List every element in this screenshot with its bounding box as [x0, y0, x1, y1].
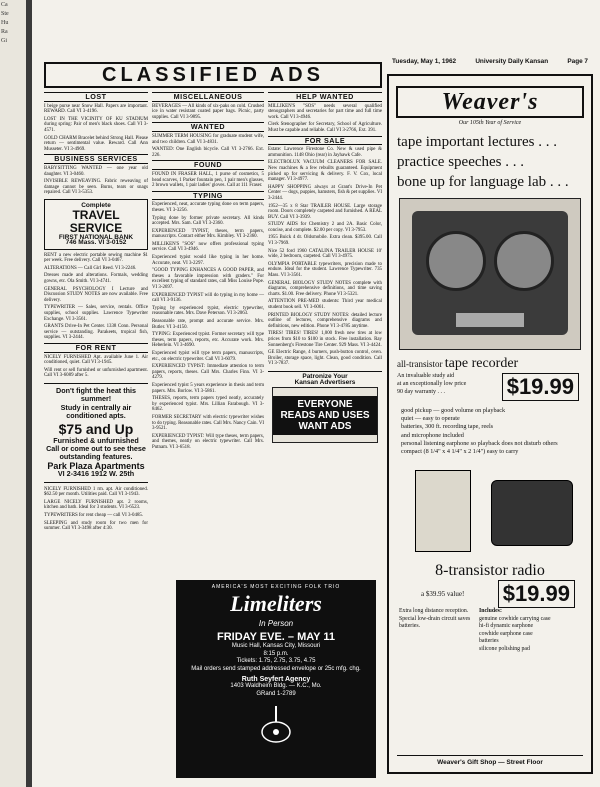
ad: "GOOD TYPING ENHANCES A GOOD PAPER, and theses a favorable impression with graders." For excellent typing of standard rates, call Miss Louise Pope. VI 3-2697.: [152, 268, 264, 291]
limeliters-name: Limeliters: [230, 591, 322, 616]
ad: STUDY AIDS for Chemistry 2 and 2A. Basic Color, concise, and complete. $2.00 per copy. VI 3-7953.: [268, 222, 382, 233]
section-for-sale: FOR SALE: [268, 136, 382, 146]
classified-column-2: [152, 90, 264, 452]
ad: INVISIBLE REWEAVING. Fabric reweaving of damage cannot be seen. Burns, tears or snags repaired. Call VI 3-5353.: [44, 179, 148, 196]
ad: Experienced, neat, accurate typing done on term papers, theses. VI 3-3256.: [152, 202, 264, 213]
feature: batteries, 300 ft. recording tape, reels: [401, 423, 494, 431]
prev-page-line: Ca: [1, 2, 8, 8]
prev-page-line: Ra: [1, 29, 8, 35]
feature: personal listening earphone so playback does not disturb others: [401, 439, 558, 447]
include-item: hi-fi dynamic earphone: [479, 623, 534, 630]
patronize-advertisers-box: [268, 371, 382, 443]
park-l2: Study in centrally air conditioned apts.: [60, 402, 132, 421]
ad: WANTED: One English bicycle. Call VI 3-2766. Ext. 226.: [152, 147, 264, 158]
limeliters-tagline: AMERICA'S MOST EXCITING FOLK TRIO: [211, 584, 341, 590]
travel-l4: 746 Mass. VI 3-0152: [65, 239, 127, 247]
ad: GENERAL BIOLOGY STUDY NOTES complete with diagrams, comprehensive definitions, and time saving charts. $1.00. Free delivery. Phone VI 3-5321.: [268, 280, 382, 297]
ad: Reasonable rate, prompt and accurate service. Mrs. Butler. VI 3-4150.: [152, 319, 264, 330]
ad: FOUND IN FRASER HALL, 1 purse of cosmetics, 5 head scarves, 1 Parker fountain pen, 1 pair men's glasses, 2 brown wallets, 1 pair ladies' gloves. Call at 111 Fraser.: [152, 171, 264, 189]
include-item: cowhide earphone case: [479, 630, 533, 637]
section-wanted: WANTED: [152, 122, 264, 132]
section-typing: TYPING: [152, 191, 264, 201]
running-header: [392, 58, 588, 65]
feature: quiet — easy to operate: [401, 415, 460, 423]
limeliters-phone: GRand 1-2789: [256, 690, 296, 697]
guitar-illustration: [246, 704, 306, 744]
park-price: $75 and Up: [58, 420, 134, 437]
ad: SUMMER TERM HOUSING for graduate student wife, and two children. Call VI 3-4831.: [152, 133, 264, 145]
tape-recorder-photo: [399, 198, 581, 350]
weavers-logo-text: Weaver's: [441, 88, 539, 115]
park-l3: Furnished & unfurnished: [53, 435, 139, 445]
radio-details: [399, 608, 581, 653]
feature: and microphone included: [401, 431, 464, 439]
section-help-wanted: HELP WANTED: [268, 92, 382, 102]
ad: MILLIKEN'S "SOS" now offers professional typing service. Call VI 3-4946.: [152, 241, 264, 253]
limeliters-agent: Ruth Seyfert Agency: [241, 676, 311, 683]
ad: PRINTED BIOLOGY STUDY NOTES: detailed lecture outline of lectures, comprehensive diagrams and definitions, new edition. Phone VI 3-4785 anytime.: [268, 312, 382, 329]
ad: Typing by experienced typist, electric typewriter, reasonable rates. Mrs. Dave Peterson. VI 3-2063.: [152, 305, 264, 317]
headline-1: tape important lectures . . .: [397, 134, 557, 150]
tape-recorder-icon: [412, 211, 568, 335]
prev-page-line: Gi: [1, 38, 7, 44]
classified-title: CLASSIFIED ADS: [102, 63, 324, 86]
ad: THESES, reports, term papers typed neatly, accurately by experienced typist. Mrs. Lillian Farabough. VI 3-8462.: [152, 396, 264, 413]
headline-2: practice speeches . . .: [397, 154, 525, 170]
ad: ELECTROLUX VACUUM CLEANERS FOR SALE. New machines & a few rebuilts guaranteed. Equipment picked up for servicing & delivery. F. V. Cox, local manager. VI 3-4977.: [268, 160, 382, 183]
want-ads-illustration: [272, 387, 378, 443]
paper-name: University Daily Kansan: [475, 58, 549, 65]
ad: Experienced typist would like typing in her home. Accurate, neat. VI 3-2297.: [152, 255, 264, 266]
ad: FORMER SECRETARY with electric typewriter wishes to do typing. Reasonable rates. Call Mrs. Nancy Cain. VI 3-9521.: [152, 414, 264, 432]
includes-list: [479, 608, 551, 653]
warranty: 90 day warranty . . .: [397, 389, 445, 395]
radio-photo: [399, 462, 581, 558]
ad: ATTENTION PRE-MED students: Third year medical student book sell. VI 3-6061.: [268, 299, 382, 310]
ad: LOST IN THE VICINITY OF KU STADIUM during spring: Pair of men's black shoes. Call VI 3-4571.: [44, 116, 148, 133]
ad: MILLIKEN'S "SOS" needs several qualified stenographers and secretaries for part time and full time work. Call VI 3-4946.: [268, 103, 382, 120]
radio-case-icon: [491, 480, 573, 546]
newspaper-page: [32, 0, 600, 787]
classified-column-3: [268, 90, 382, 445]
weavers-subtitle: Our 105th Year of Service: [458, 120, 522, 126]
ad: EXPERIENCED TYPIST will do typing in my home — call VI 3-9136.: [152, 292, 264, 304]
section-business: BUSINESS SERVICES: [44, 154, 148, 164]
ad: 1952—35 x 8 Star TRAILER HOUSE. Large storage room. Doors completely carpeted and furnished. A REAL BUY. Call VI 3-3939.: [268, 203, 382, 220]
travel-l1: Complete: [81, 201, 111, 209]
ad: OLYMPIA PORTABLE typewriters, precision made to endure. Ideal for the student. Lawrence Typewriter. 735 Mass. VI 3-3561.: [268, 261, 382, 279]
radio-icon: [415, 470, 471, 552]
limeliters-concert-ad: [176, 580, 376, 778]
ad: EXPERIENCED TYPIST: Will type theses, term papers, and themes, neatly on electric typewriter. Call Mrs. Putnam. VI 3-6518.: [152, 433, 264, 450]
patron-l2: Kansan Advertisers: [294, 378, 356, 386]
ad: 1955 Buick 4 dr. Oldsmobile. Extra clean. $395.00. Call VI 3-7969.: [268, 235, 382, 247]
ad: TIRES! TIRES! TIRES! 1,000 fresh new tires at low prices from $10 to $100 in stock. Free installation. Ray Sonnenberg's Firestone Tire Center. 929 Mass. VI 3-4424.: [268, 331, 382, 348]
radio-price: $19.99: [498, 580, 575, 608]
limeliters-time: 8:15 p.m.: [263, 650, 289, 657]
recorder-price: $19.99: [502, 373, 579, 401]
feature: compact (8 1/4" x 4 1/4" x 2 1/4") easy to carry: [401, 448, 519, 456]
ad: GOLD CHARM Bracelet behind Strong Hall. Please return — sentimental value. Reward. Call Ann Musseter. VI 3-4969.: [44, 135, 148, 152]
park-l4: Call or come out to see these outstanding features.: [46, 444, 146, 462]
prev-page-line: Hu: [1, 20, 9, 26]
ad: Nice 52 ford 1960 CATALINA TRAILER HOUSE 10' wide, 2 bedroom, carpeted. Call VI 3-4975.: [268, 248, 382, 260]
park-name: Park Plaza Apartments: [47, 460, 145, 471]
ad: EXPERIENCED TYPIST: Immediate attention to term papers, reports, theses. Call Mrs. Charles Finn. VI 3-4279.: [152, 364, 264, 381]
classified-banner: [44, 62, 382, 88]
travel-service-ad: [44, 199, 148, 250]
park-l1: Don't fight the heat this summer!: [56, 385, 136, 404]
ad: Estate: Lawrence Firestone Co. New & used pipe & ammunition. 1148 Ohio (rear) in Jayhawk Cafe.: [268, 147, 382, 158]
ad: Experienced typist will type term papers, manuscripts, etc., on electric typewriter. Call VI 3-6079.: [152, 350, 264, 362]
includes-header: Includes:: [479, 608, 502, 615]
radio-note: Extra long distance reception. Special low-drain circuit saves batteries.: [399, 608, 471, 630]
limeliters-date: FRIDAY EVE. – MAY 11: [216, 631, 335, 643]
section-lost: LOST: [44, 92, 148, 102]
include-item: genuine cowhide carrying case: [479, 615, 551, 622]
patron-l1: Patronize Your: [302, 372, 348, 380]
all-transistor: all-transistor: [397, 359, 443, 369]
issue-date: Tuesday, May 1, 1962: [392, 58, 457, 65]
radio-price-block: [401, 580, 579, 607]
section-found: FOUND: [152, 160, 264, 170]
ad: GE Electric Range, 4 burners, push-button control, oven. Broiler, storage space, light. Clean, good condition. Call VI 3-7837.: [268, 350, 382, 367]
classified-column-1: [44, 90, 148, 534]
weavers-ad: [387, 74, 593, 774]
limeliters-addr: 1403 Waldheim Bldg. — K.C., Mo.: [230, 683, 322, 689]
recorder-keys: [456, 313, 524, 327]
ad: ALTERATIONS — Call Girl Reed. VI 3-2246.: [44, 265, 137, 271]
prev-page-line: Ste: [1, 11, 9, 17]
include-item: silicone polishing pad: [479, 645, 530, 652]
ad: I beige purse near Snow Hall. Papers are important. REWARD. Call VI 3-4196.: [44, 103, 148, 115]
include-item: batteries: [479, 638, 499, 645]
ad: NICELY FURNISHED Apt. available June 1. Air conditioned, quiet. Call VI 3-1945.: [44, 354, 148, 366]
section-misc: MISCELLANEOUS: [152, 92, 264, 102]
ad: RENT a new electric portable sewing machine $1 per week. Free delivery. Call VI 3-0467.: [44, 252, 148, 264]
gift-line-2: at an exceptionally low price: [397, 381, 467, 387]
ad: SLEEPING and study room for two men for summer. Call VI 3-3498 after 4:30.: [44, 520, 148, 532]
ad: Dresses made and alterations. Formals, wedding gowns, etc. Ola Smith. VI 3-4741.: [44, 273, 148, 285]
recorder-features: [401, 407, 579, 456]
weavers-footer: Weaver's Gift Shop — Street Floor: [397, 755, 583, 766]
want-ads-slogan: EVERYONE READS AND USES WANT ADS: [273, 396, 377, 435]
tape-reel-icon: [494, 231, 554, 291]
feature: good pickup — good volume on playback: [401, 407, 506, 414]
park-plaza-ad: [44, 383, 148, 483]
park-phone: VI 2-3416 1912 W. 25th: [57, 469, 135, 479]
ad: EXPERIENCED TYPIST, theses, term papers, manuscripts. Contact either Mrs. Kimbley. VI 3-2360.: [152, 228, 264, 240]
ad: HAPPY SHOPPING always at Grant's Drive-In Pet Center — dogs, puppies, hamsters, fish & pet supplies. VI 3-2444.: [268, 184, 382, 201]
limeliters-mail: Mail orders send stamped addressed envelope or 25c mfg. chg.: [191, 665, 361, 672]
ad: TYPING: Experienced typist. Former secretary will type theses, term papers, reports, etc. Accurate work. Mrs. Heberlein. VI 3-4690.: [152, 332, 264, 349]
travel-l3: FIRST NATIONAL BANK: [58, 233, 134, 241]
ad: BEVERAGES — All kinds of six-paks on cold. Crushed ice in water resistant coated paper bags. Picnic, party supplies. Call VI 3-9895.: [152, 103, 264, 120]
previous-page-edge: [0, 0, 26, 787]
ad: LARGE NICELY FURNISHED apt. 2 rooms, kitchen and bath. Ideal for 3 students. VI 3-6523.: [44, 499, 148, 511]
radio-value: a $39.95 value!: [421, 590, 465, 599]
ad: GRANTS Drive-In Pet Center. 1338 Conn. Personal service — outstanding. Parakeets, tropical fish, supplies. VI 3-2444.: [44, 324, 148, 341]
recorder-title: [397, 356, 583, 372]
limeliters-tickets: Tickets: 1.75, 2.75, 3.75, 4.75: [236, 658, 316, 664]
gift-line-1: An invaluable study aid: [397, 373, 455, 379]
ad: Clerk Stenographer for Secretary, School of Agriculture. Must be capable and reliable. Call VI 3-2766, Ext. 391.: [268, 122, 382, 133]
ad: Typing done by former private secretary. All kinds accepted. Mrs. Sam. Call VI 3-2360.: [152, 215, 264, 227]
limeliters-in-person: In Person: [258, 619, 294, 628]
ad: BABYSITTING WANTED — one year old daughter. VI 3-0460.: [44, 165, 148, 177]
travel-l2: TRAVEL SERVICE: [69, 207, 123, 235]
limeliters-venue: Music Hall, Kansas City, Missouri: [231, 643, 321, 649]
ad: NICELY FURNISHED 1 rm. apt. Air conditioned. $62.50 per month. Utilities paid. Call VI 3-1943.: [44, 486, 148, 498]
tape-recorder-label: tape recorder: [444, 356, 519, 371]
recorder-price-block: [389, 373, 591, 403]
section-for-rent: FOR RENT: [44, 343, 148, 353]
radio-title: 8-transistor radio: [435, 562, 545, 580]
ad: Experienced typist 5 years experience in thesis and term papers. Mrs. Borlow. VI 3-5861.: [152, 382, 264, 394]
ad: TYPEWRITERS for rent cheap — call VI 3-0485.: [44, 513, 144, 518]
page-number: Page 7: [567, 58, 588, 65]
weavers-headline: [397, 132, 583, 192]
ad: TYPEWRITER — Sales, service, rentals. Office supplies, school supplies. Lawrence Typewriter Exchange. VI 3-3561.: [44, 305, 148, 322]
ad: Will rent or sell furnished or unfurnished apartment. Call VI 3-6089 after 5.: [44, 367, 148, 379]
ad: GENERAL PSYCHOLOGY I Lecture and Discussion STUDY NOTES are now available. Free delivery.: [44, 286, 148, 303]
headline-3: bone up for language lab . . .: [397, 174, 569, 190]
tape-reel-icon: [426, 231, 486, 291]
weavers-logo: [396, 86, 584, 118]
